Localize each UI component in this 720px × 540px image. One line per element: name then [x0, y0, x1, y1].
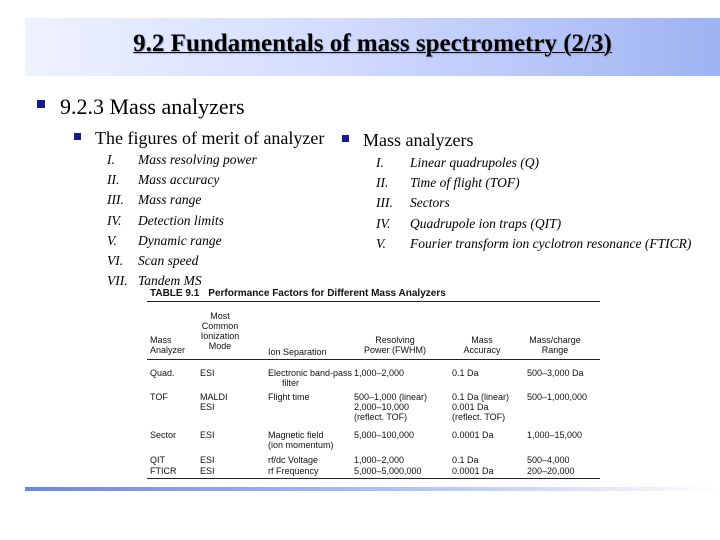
list-text: Mass range	[138, 192, 202, 208]
header-line: Common	[201, 321, 239, 331]
cell-mode: ESI	[200, 455, 215, 465]
list-number: III.	[376, 195, 393, 211]
cell-line: 0.001 Da	[452, 402, 489, 412]
cell-line: 0.1 Da (linear)	[452, 392, 510, 402]
list-item	[376, 153, 691, 173]
cell-mode: ESI	[200, 368, 215, 378]
cell-resolving	[354, 392, 427, 422]
footer-divider	[25, 487, 720, 491]
cell-resolving: 1,000–2,000	[354, 368, 405, 378]
header-mass-accuracy	[452, 335, 512, 355]
cell-separation: Flight time	[268, 392, 310, 402]
performance-table-figure	[147, 288, 600, 482]
left-bullet	[95, 128, 324, 149]
list-text: Dynamic range	[138, 232, 222, 248]
cell-accuracy: 0.1 Da	[452, 368, 479, 378]
cell-separation	[268, 430, 334, 450]
cell-accuracy: 0.1 Da	[452, 455, 479, 465]
list-text: Detection limits	[138, 212, 224, 228]
list-number: IV.	[107, 212, 122, 228]
mass-analyzers-list	[376, 153, 691, 254]
cell-range: 500–4,000	[527, 455, 570, 465]
list-text: Scan speed	[138, 253, 199, 269]
list-text: Tandem MS	[138, 273, 202, 289]
cell-accuracy: 0.0001 Da	[452, 466, 494, 476]
cell-line: (reflect. TOF)	[354, 412, 408, 422]
section-bullet	[60, 94, 245, 120]
list-number: II.	[376, 175, 389, 191]
list-item	[376, 234, 691, 254]
cell-analyzer: QIT	[150, 455, 165, 465]
list-item	[376, 173, 691, 193]
cell-line: 500–1,000 (linear)	[354, 392, 428, 402]
cell-mode	[200, 392, 228, 412]
header-line: Mass	[471, 335, 493, 345]
square-bullet-icon	[74, 133, 81, 140]
list-number: VII.	[107, 273, 128, 289]
header-line: Range	[541, 345, 569, 355]
list-text: Sectors	[410, 195, 450, 211]
list-text: Time of flight (TOF)	[410, 175, 520, 191]
section-heading: 9.2.3 Mass analyzers	[60, 94, 245, 119]
cell-range: 1,000–15,000	[527, 430, 583, 440]
cell-analyzer: Sector	[150, 430, 177, 440]
list-number: III.	[107, 192, 124, 208]
table-caption-label: TABLE 9.1	[150, 288, 200, 299]
left-heading: The figures of merit of analyzer	[95, 128, 325, 148]
list-number: I.	[376, 155, 384, 170]
list-text: Quadrupole ion traps (QIT)	[410, 215, 562, 231]
list-item	[107, 170, 257, 190]
slide-title: 9.2 Fundamentals of mass spectrometry (2/3)	[133, 30, 612, 57]
cell-separation: rf Frequency	[268, 466, 319, 476]
header-resolving-power	[347, 335, 443, 355]
cell-mode: ESI	[200, 430, 215, 440]
list-item	[107, 231, 257, 251]
list-number: IV.	[376, 215, 391, 231]
cell-analyzer: FTICR	[150, 466, 177, 476]
list-number: II.	[107, 172, 120, 188]
list-text: Linear quadrupoles (Q)	[410, 155, 539, 170]
cell-range: 200–20,000	[527, 466, 575, 476]
table-caption-text: Performance Factors for Different Mass Analyzers	[208, 288, 446, 299]
table-top-rule	[147, 301, 600, 302]
table-caption	[150, 288, 446, 299]
header-line: Mass/charge	[529, 335, 581, 345]
list-text: Mass accuracy	[138, 172, 220, 188]
header-line: Ionization	[200, 331, 240, 341]
cell-resolving: 1,000–2,000	[354, 455, 405, 465]
table-bottom-rule	[147, 478, 600, 479]
cell-mode: ESI	[200, 466, 215, 476]
table-header-rule	[147, 359, 600, 360]
list-item	[107, 190, 257, 210]
right-bullet	[363, 130, 473, 151]
header-line: Analyzer	[150, 345, 186, 355]
cell-line: ESI	[200, 402, 215, 412]
list-number: VI.	[107, 253, 124, 269]
list-item	[107, 251, 257, 271]
cell-line: (ion momentum)	[268, 440, 334, 450]
cell-line: (reflect. TOF)	[452, 412, 506, 422]
list-item	[376, 214, 691, 234]
cell-resolving: 5,000–5,000,000	[354, 466, 422, 476]
header-ion-separation	[268, 347, 327, 357]
cell-accuracy: 0.0001 Da	[452, 430, 494, 440]
header-line: Resolving	[375, 335, 415, 345]
header-line: Power (FWHM)	[364, 345, 426, 355]
list-number: V.	[107, 232, 117, 248]
cell-resolving: 5,000–100,000	[354, 430, 415, 440]
header-ionization-mode	[193, 311, 247, 351]
cell-line: 2,000–10,000	[354, 402, 410, 412]
header-mass-range	[517, 335, 593, 355]
list-number: V.	[376, 235, 386, 251]
cell-line: MALDI	[200, 392, 228, 402]
header-line: Ion Separation	[268, 347, 327, 357]
cell-line: filter	[282, 378, 300, 388]
list-item	[107, 150, 257, 170]
header-line: Mode	[208, 341, 232, 351]
right-heading: Mass analyzers	[363, 130, 474, 150]
cell-range: 500–1,000,000	[527, 392, 588, 402]
cell-separation	[268, 368, 352, 388]
cell-line: Electronic band-pass	[268, 368, 353, 378]
cell-separation: rf/dc Voltage	[268, 455, 319, 465]
list-number: I.	[107, 152, 115, 167]
list-item	[107, 211, 257, 231]
list-text: Fourier transform ion cyclotron resonance (FTICR)	[410, 235, 692, 251]
header-line: Most	[210, 311, 230, 321]
cell-analyzer: TOF	[150, 392, 168, 402]
list-text: Mass resolving power	[138, 152, 257, 167]
square-bullet-icon	[37, 100, 45, 108]
header-line: Mass	[150, 335, 172, 345]
figures-of-merit-list	[107, 150, 257, 291]
cell-line: Magnetic field	[268, 430, 324, 440]
cell-accuracy	[452, 392, 509, 422]
cell-analyzer: Quad.	[150, 368, 175, 378]
cell-range: 500–3,000 Da	[527, 368, 584, 378]
header-line: Accuracy	[463, 345, 501, 355]
list-item	[376, 193, 691, 213]
square-bullet-icon	[342, 135, 349, 142]
header-mass-analyzer	[150, 335, 185, 355]
